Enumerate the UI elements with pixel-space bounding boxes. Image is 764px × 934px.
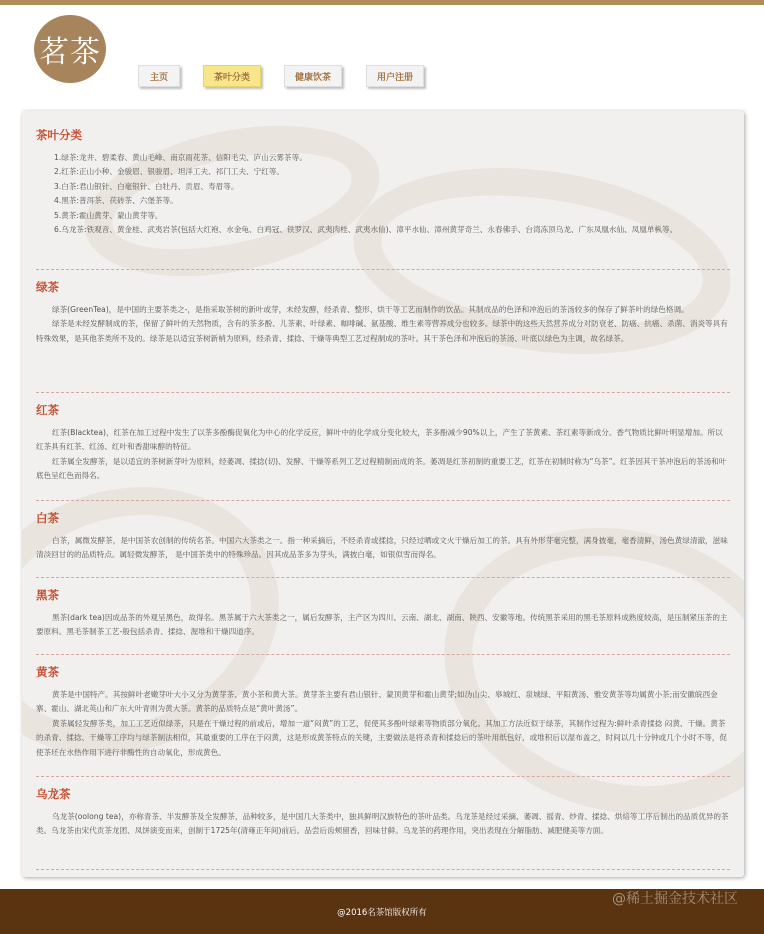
section-divider <box>36 269 730 270</box>
paragraph: 乌龙茶(oolong tea)，亦称青茶、半发酵茶及全发酵茶，品种较多，是中国几大茶类中，独具鲜明汉族特色的茶叶品类。乌龙茶是经过采摘、萎凋、摇青、炒青、揉捻、烘焙等工序后制出的品质优异的茶类。乌龙茶由宋代贡茶龙团、凤饼演变而来，创制于1725年(清雍正年间)前后。品尝后齿颊留香，回味甘鲜。乌龙茶的药理作用，突出表现在分解脂肪、减肥健美等方面。 <box>36 812 729 836</box>
paragraph: 黄茶是中国特产。其按鲜叶老嫩芽叶大小又分为黄芽茶、黄小茶和黄大茶。黄芽茶主要有君山银针、蒙顶黄芽和霍山黄芽;如沩山尖、皋城红、泉城绿、平阳黄汤、雅安黄茶等均属黄小茶;而安徽皖西金寨、霍山、湖北英山和广东大叶青则为黄大茶。黄茶的品质特点是“黄叶黄汤”。 <box>36 690 718 714</box>
section-green-tea <box>36 279 730 346</box>
footer-copyright: @2016名茶馆版权所有 <box>337 907 427 918</box>
section-title: 白茶 <box>36 511 59 525</box>
list-item: 1.绿茶:龙井、碧柔春、黄山毛峰、南京雨花茶、信阳毛尖、庐山云雾茶等。 <box>54 153 307 162</box>
site-logo[interactable] <box>34 15 106 83</box>
paragraph: 红茶属全发酵茶，是以适宜的茶树新芽叶为原料，经萎凋、揉捻(切)、发酵、干燥等系列工艺过程精制而成的茶。萎凋是红茶初制的重要工艺，红茶在初制时称为“乌茶”。红茶因其干茶冲泡后的茶汤和叶底色呈红色而得名。 <box>36 456 727 481</box>
list-item: 2.红茶:正山小种、金骏眉、银骏眉、坦洋工夫、祁门工夫、宁红等。 <box>54 167 285 177</box>
section-title: 茶叶分类 <box>36 128 82 142</box>
nav-home[interactable]: 主页 <box>138 65 180 87</box>
list-item: 6.乌龙茶:铁观音、黄金桂、武夷岩茶(包括大红袍、水金龟、白鸡冠、铁罗汉、武夷肉桂、武夷水仙)、漳平水仙、漳州黄芽奇兰、永春佛手、台湾冻顶乌龙、广东凤凰水仙、凤凰单枞等。 <box>54 225 678 235</box>
paragraph: 绿茶(GreenTea)，是中国的主要茶类之-，是指采取茶树的新叶或芽，未经发酵，经杀青、整形、烘干等工艺而制作的饮品。其制成品的色泽和冲泡后的茶汤较多的保存了鲜茶叶的绿色格调。 <box>52 305 689 314</box>
nav-tea-categories[interactable]: 茶叶分类 <box>203 65 261 87</box>
section-title: 绿茶 <box>36 280 59 294</box>
section-oolong-tea <box>36 786 730 839</box>
paragraph: 黑茶(dark tea)因成品茶的外观呈黑色，故得名。黑茶属于六大茶类之一，属后发酵茶，主产区为四川、云南、湖北、湖南、陕西、安徽等地。传统黑茶采用的黑毛茶原料成熟度较高，是压制紧压茶的主要原料。黑毛茶制茶工艺-般包括杀青、揉捻、渥堆和干燥四道序。 <box>36 613 728 637</box>
nav-healthy-tea[interactable]: 健康饮茶 <box>284 65 342 87</box>
top-stripe <box>0 0 764 5</box>
list-item: 5.黄茶:霍山黄芽、蒙山黄芽等。 <box>54 210 163 220</box>
section-title: 黑茶 <box>36 588 59 602</box>
section-title: 黄茶 <box>36 665 59 679</box>
section-title: 乌龙茶 <box>36 787 71 801</box>
paragraph: 绿茶是未经发酵制成的茶，保留了鲜叶的天然物质，含有的茶多酚、儿茶素、叶绿素、咖啡碱、氨基酸、维生素等营养成分也较多。绿茶中的这些天然营养成分对防衰老、防癌、抗癌、杀菌、消炎等具有特殊效果，是其他茶类所不及的。绿茶是以适宜茶树新梢为原料，经杀青、揉捻、干燥等典型工艺过程制成的茶叶。其干茶色泽和冲泡后的茶汤、叶底以绿色为主调，故名绿茶。 <box>36 319 728 343</box>
section-divider <box>36 577 730 578</box>
paragraph: 黄茶属轻发酵茶类，加工工艺近似绿茶，只是在干燥过程的前或后，增加一道“闷黄”的工艺，促使其多酚叶绿素等物质部分氧化。其加工方法近似于绿茶，其制作过程为:鲜叶杀青揉捻 闷黄、干燥。黄茶的杀青、揉捻、干燥等工序均与绿茶制法相似，其最重要的工序在于闷黄，这是形成黄茶特点的关键，主要做法是将杀青和揉捻后的茶叶用纸包好，或堆积后以湿布盖之，时间以几十分钟或几个小时不等，促使茶坯在水热作用下进行非酶性的自动氧化，形成黄色。 <box>36 718 728 757</box>
section-divider <box>36 392 730 393</box>
watermark: @稀土掘金技术社区 <box>612 891 738 907</box>
paragraph: 红茶(Blacktea)，红茶在加工过程中发生了以茶多酚酶促氧化为中心的化学反应，鲜叶中的化学成分变化较大，茶多酚减少90%以上，产生了茶黄素、茶红素等新成分。香气物质比鲜叶明显增加。所以红茶具有红茶、红汤、红叶和香甜味醇的特征。 <box>36 428 723 452</box>
content-panel <box>22 111 744 877</box>
section-dark-tea <box>36 587 730 640</box>
nav-register[interactable]: 用户注册 <box>366 65 424 87</box>
section-divider <box>36 869 730 870</box>
section-divider <box>36 776 730 777</box>
section-red-tea <box>36 402 730 484</box>
section-yellow-tea <box>36 664 730 760</box>
list-item: 4.黑茶:普洱茶、茯砖茶、六堡茶等。 <box>54 196 178 206</box>
logo-text: 茗茶 <box>39 35 101 70</box>
section-divider <box>36 654 730 655</box>
list-item: 3.白茶:君山银针、白毫银针、白牡丹、贡眉、寿眉等。 <box>54 181 239 191</box>
paragraph: 白茶，属微发酵茶，是中国茶农创制的传统名茶。中国六大茶类之一。指一种采摘后，不经杀青或揉捻，只经过晒或文火干燥后加工的茶。具有外形芽毫完整，满身披毫，毫香清鲜，汤色黄绿清澈，滋味清淡回甘的的品质特点。属轻微发酵茶， 是中国茶类中的特殊珍品。因其成品茶多为芽头，满披白毫，如银似雪而得名。 <box>36 536 728 560</box>
section-title: 红茶 <box>36 403 59 417</box>
section-divider <box>36 500 730 501</box>
section-categories <box>36 127 730 237</box>
section-white-tea <box>36 510 730 563</box>
